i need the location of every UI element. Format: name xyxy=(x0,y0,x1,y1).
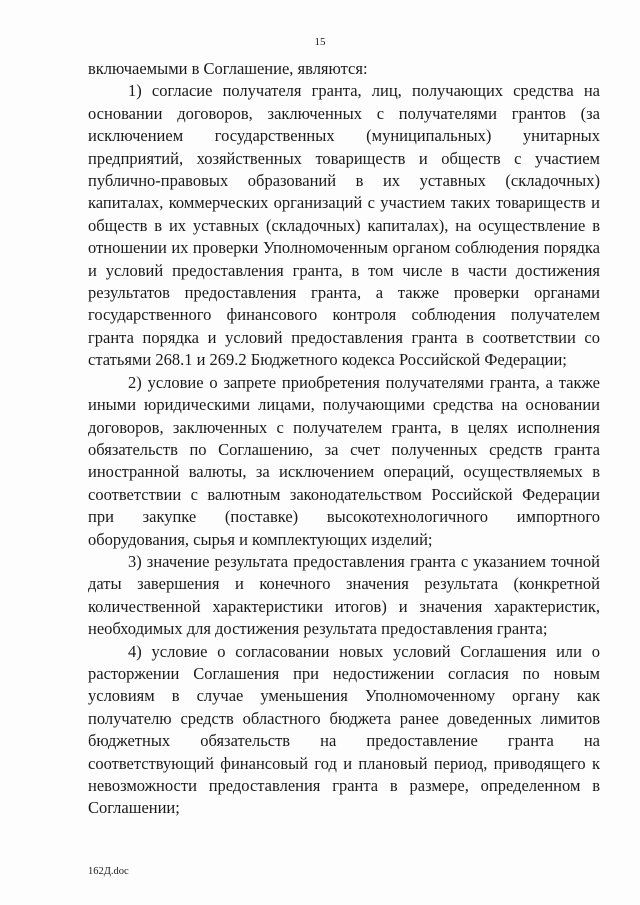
list-item-1: 1) согласие получателя гранта, лиц, получающих средства на основании договоров, заключенных с получателями грантов (за исключением государственных (муниципальных) унитарных предприятий, хозяйственных товариществ и обществ с участием публично-правовых образований в их уставных (складочных) капиталах, коммерческих организаций с участием таких товариществ и обществ в их уставных (складочных) капиталах), на осуществление в отношении их проверки Уполномоченным органом соблюдения порядка и условий предоставления гранта, в том числе в части достижения результатов предоставления гранта, а также проверки органами государственного финансового контроля соблюдения получателем гранта порядка и условий предоставления гранта в соответствии со статьями 268.1 и 269.2 Бюджетного кодекса Российской Федерации; xyxy=(88,81,600,370)
footer-filename: 162Д.doc xyxy=(88,866,129,877)
document-body xyxy=(88,58,600,820)
list-item-4: 4) условие о согласовании новых условий Соглашения или о расторжении Соглашения при недостижении согласия по новым условиям в случае уменьшения Уполномоченному органу как получателю средств областного бюджета ранее доведенных лимитов бюджетных обязательств на предоставление гранта на соответствующий финансовый год и плановый период, приводящего к невозможности предоставления гранта в размере, определенном в Соглашении; xyxy=(88,641,600,818)
page-number: 15 xyxy=(314,36,326,48)
intro-line: включаемыми в Соглашение, являются: xyxy=(88,59,368,78)
list-item-2: 2) условие о запрете приобретения получателями гранта, а также иными юридическими лицами, получающими средства на основании договоров, заключенных с получателем гранта, в целях исполнения обязательств по Соглашению, за счет полученных средств гранта иностранной валюты, за исключением операций, осуществляемых в соответствии с валютным законодательством Российской Федерации при закупке (поставке) высокотехнологичного импортного оборудования, сырья и комплектующих изделий; xyxy=(88,372,600,549)
list-item-3: 3) значение результата предоставления гранта с указанием точной даты завершения и конечного значения результата (конкретной количественной характеристики итогов) и значения характеристик, необходимых для достижения результата предоставления гранта; xyxy=(88,551,600,639)
